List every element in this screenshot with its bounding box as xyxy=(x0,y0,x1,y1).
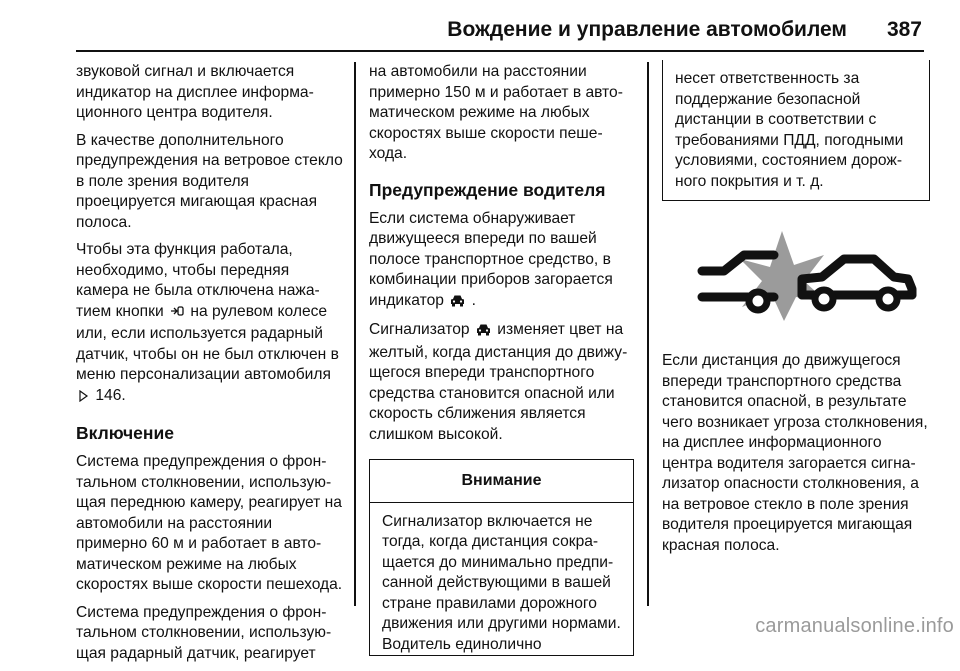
page-number: 387 xyxy=(886,18,922,41)
vehicle-ahead-icon xyxy=(476,322,491,343)
text-span: Сигнализатор xyxy=(369,321,470,338)
paragraph xyxy=(76,240,346,408)
paragraph: на автомобили на расстоянии примерно 150 м и работает в автоматическом режиме на любых скоростях выше скорости пешехода. xyxy=(369,63,623,162)
page-title: Вождение и управление автомобилем xyxy=(447,18,847,41)
text-span: Если система обнаруживает движущееся впереди по вашей полосе транспортное средство, в комбинации приборов загорается индикатор xyxy=(369,209,613,309)
section-heading-on: Включение xyxy=(76,423,174,443)
paragraph xyxy=(369,209,634,314)
column-1 xyxy=(76,62,346,671)
paragraph xyxy=(369,320,634,445)
watermark: carmanualsonline.info xyxy=(755,615,954,637)
warning-box-body: Сигнализатор включается не тогда, когда дистанция сокращается до минимально предписанной действующими в вашей стране правилами дорожного движения или другими нормами. Водитель единолично xyxy=(382,512,621,653)
text-span: . xyxy=(471,291,476,309)
text-span: изменяет цвет на желтый, когда дистанция до движущегося впереди транспортного средства становится опасной или скорость сближения является слишком высокой. xyxy=(369,321,628,443)
collision-illustration xyxy=(662,227,930,323)
vehicle-ahead-icon xyxy=(450,293,465,314)
paragraph: Система предупреждения о фронтальном столкновении, использующая радарный датчик, реагирует xyxy=(76,603,332,662)
text-span: Чтобы эта функция работала, необходимо, чтобы передняя камера не была отключена нажатием кнопки xyxy=(76,241,320,320)
text-span: на рулевом колесе или, если используется радарный датчик, чтобы он не был отключен в меню персонализации автомобиля xyxy=(76,302,339,383)
warning-box xyxy=(369,459,634,656)
column-3 xyxy=(662,62,930,563)
page-reference[interactable]: 146. xyxy=(95,386,126,404)
warning-box-title: Внимание xyxy=(370,460,633,503)
column-divider xyxy=(354,62,356,606)
column-divider xyxy=(647,62,649,606)
header-rule xyxy=(76,50,924,52)
paragraph: звуковой сигнал и включается индикатор на дисплее информационного центра водителя. xyxy=(76,63,314,121)
fcw-button-icon xyxy=(170,304,184,325)
page-reference-icon xyxy=(78,388,89,409)
paragraph: В качестве дополнительного предупреждения на ветровое стекло в поле зрения водителя проецируется мигающая красная полоса. xyxy=(76,131,343,231)
column-2 xyxy=(369,62,634,656)
section-heading-warning: Предупреждение водителя xyxy=(369,179,606,200)
paragraph: Если дистанция до движущегося впереди транспортного средства становится опасной, в результате чего возникает угроза столкновения, на дисплее информационного центра водителя загорается сигнализатор опасности столкновения, а на ветровое стекло в поле зрения водителя проецируется мигающая красная полоса. xyxy=(662,352,928,554)
page-header xyxy=(447,18,922,42)
warning-box-continued: несет ответственность за поддержание безопасной дистанции в соответствии с требованиями ПДД, погодными условиями, состоянием дорожного покрытия и т. д. xyxy=(662,60,930,201)
paragraph: Система предупреждения о фронтальном столкновении, использующая переднюю камеру, реагирует на автомобили на расстоянии примерно 60 м и работает в автоматическом режиме на любых скоростях выше скорости пешехода. xyxy=(76,453,343,593)
